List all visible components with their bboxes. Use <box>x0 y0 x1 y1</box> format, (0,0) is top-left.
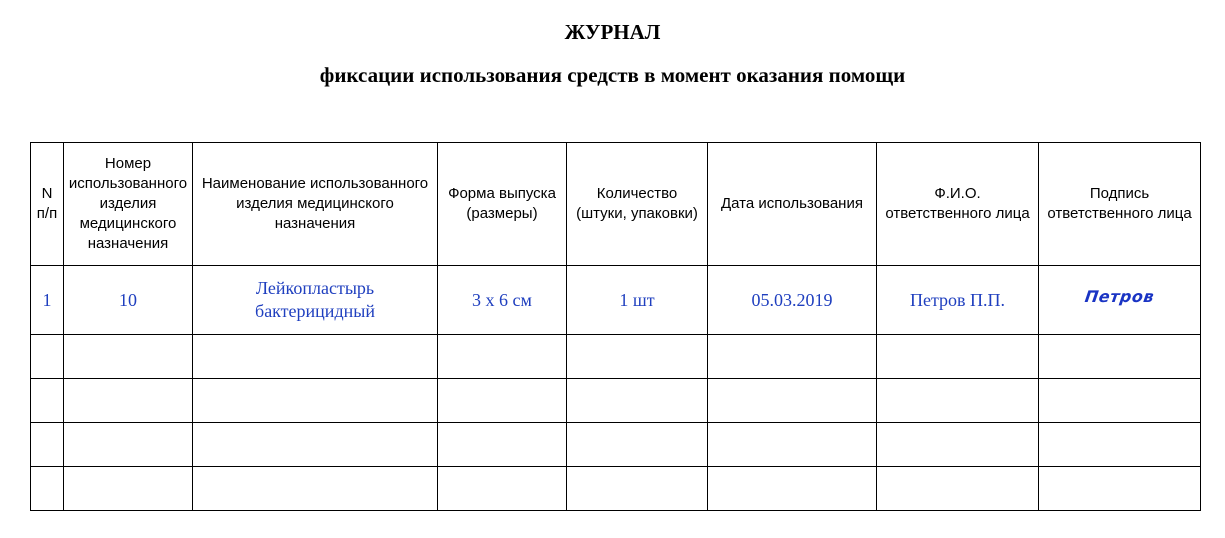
table-row-empty <box>31 423 1201 467</box>
empty-cell <box>1039 423 1201 467</box>
empty-cell <box>877 467 1039 511</box>
cell-row-number: 1 <box>31 266 64 335</box>
empty-cell <box>31 467 64 511</box>
empty-cell <box>438 335 567 379</box>
empty-cell <box>193 423 438 467</box>
empty-cell <box>31 335 64 379</box>
empty-cell <box>567 423 708 467</box>
table-row-empty <box>31 379 1201 423</box>
journal-table <box>30 142 1201 511</box>
empty-cell <box>438 467 567 511</box>
empty-cell <box>31 423 64 467</box>
header-responsible: Ф.И.О. ответственного лица <box>877 143 1039 266</box>
empty-cell <box>193 467 438 511</box>
empty-cell <box>567 467 708 511</box>
header-item-name: Наименование использованного изделия медицинского назначения <box>193 143 438 266</box>
empty-cell <box>64 379 193 423</box>
empty-cell <box>567 335 708 379</box>
empty-cell <box>64 335 193 379</box>
header-quantity: Количество (штуки, упаковки) <box>567 143 708 266</box>
table-header-row <box>31 143 1201 266</box>
empty-cell <box>1039 467 1201 511</box>
empty-cell <box>64 423 193 467</box>
empty-cell <box>193 379 438 423</box>
cell-date: 05.03.2019 <box>708 266 877 335</box>
document-subtitle: фиксации использования средств в момент оказания помощи <box>319 63 906 87</box>
empty-cell <box>1039 335 1201 379</box>
empty-cell <box>877 379 1039 423</box>
empty-cell <box>877 423 1039 467</box>
table-row-empty <box>31 467 1201 511</box>
table-row-empty <box>31 335 1201 379</box>
empty-cell <box>708 379 877 423</box>
header-signature: Подпись ответственного лица <box>1039 143 1201 266</box>
header-date: Дата использования <box>708 143 877 266</box>
empty-cell <box>567 379 708 423</box>
header-form: Форма выпуска (размеры) <box>438 143 567 266</box>
table-row <box>31 266 1201 335</box>
empty-cell <box>708 335 877 379</box>
empty-cell <box>708 423 877 467</box>
empty-cell <box>877 335 1039 379</box>
empty-cell <box>438 423 567 467</box>
cell-signature <box>1039 266 1201 335</box>
empty-cell <box>708 467 877 511</box>
cell-form: 3 х 6 см <box>438 266 567 335</box>
empty-cell <box>1039 379 1201 423</box>
empty-cell <box>438 379 567 423</box>
cell-responsible: Петров П.П. <box>877 266 1039 335</box>
header-row-number: N п/п <box>31 143 64 266</box>
empty-cell <box>31 379 64 423</box>
cell-item-number: 10 <box>64 266 193 335</box>
empty-cell <box>64 467 193 511</box>
header-item-number: Номер использованного изделия медицинского назначения <box>64 143 193 266</box>
cell-quantity: 1 шт <box>567 266 708 335</box>
cell-item-name: Лейкопластырь бактерицидный <box>193 266 438 335</box>
empty-cell <box>193 335 438 379</box>
handwritten-signature: Петров <box>1083 286 1156 306</box>
document-title: ЖУРНАЛ <box>564 20 661 44</box>
